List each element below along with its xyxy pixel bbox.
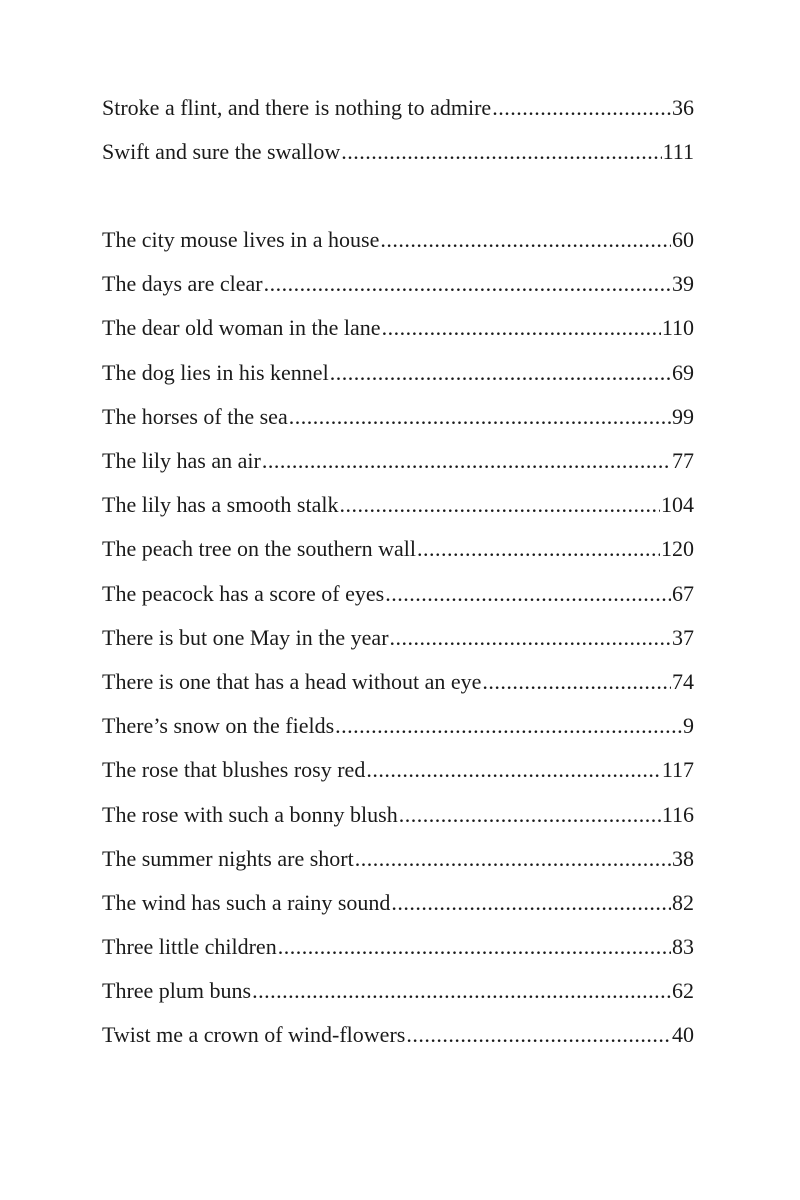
entry-title: There’s snow on the fields: [102, 713, 335, 739]
entry-page-number: 37: [672, 624, 694, 650]
dot-leader: [278, 936, 671, 958]
index-entry: [102, 572, 694, 616]
entry-page-number: 74: [672, 668, 694, 694]
entry-title: The dear old woman in the lane: [102, 315, 381, 341]
dot-leader: [289, 406, 671, 428]
dot-leader: [417, 538, 660, 560]
index-entry: [102, 262, 694, 306]
dot-leader: [341, 141, 661, 163]
entry-page-number: 82: [672, 889, 694, 915]
entry-page-number: 104: [661, 492, 694, 518]
entry-title: The lily has a smooth stalk: [102, 492, 339, 518]
index-entry: [102, 86, 694, 130]
index-entry: [102, 660, 694, 704]
dot-leader: [391, 892, 671, 914]
index-entry: [102, 704, 694, 748]
entry-title: There is but one May in the year: [102, 624, 389, 650]
index-entry: [102, 925, 694, 969]
entry-title: There is one that has a head without an eye: [102, 668, 482, 694]
index-group-s: [102, 86, 694, 174]
entry-page-number: 67: [672, 580, 694, 606]
index-entry: [102, 130, 694, 174]
dot-leader: [390, 627, 671, 649]
entry-title: Twist me a crown of wind-flowers: [102, 1022, 406, 1048]
dot-leader: [482, 671, 671, 693]
dot-leader: [366, 759, 660, 781]
entry-title: The lily has an air: [102, 448, 261, 474]
entry-title: Stroke a flint, and there is nothing to admire: [102, 95, 492, 121]
index-entry: [102, 881, 694, 925]
entry-title: Three little children: [102, 934, 277, 960]
entry-page-number: 111: [662, 139, 694, 165]
dot-leader: [385, 583, 671, 605]
entry-page-number: 110: [661, 315, 694, 341]
dot-leader: [406, 1024, 671, 1046]
dot-leader: [355, 848, 671, 870]
dot-leader: [262, 450, 671, 472]
entry-page-number: 38: [672, 845, 694, 871]
entry-title: The rose that blushes rosy red: [102, 757, 366, 783]
index-entry: [102, 306, 694, 350]
index-entry: [102, 483, 694, 527]
entry-page-number: 116: [661, 801, 694, 827]
dot-leader: [330, 362, 671, 384]
entry-title: Three plum buns: [102, 978, 252, 1004]
index-entry: [102, 439, 694, 483]
index-entry: [102, 616, 694, 660]
entry-page-number: 9: [683, 713, 694, 739]
index-entry: [102, 395, 694, 439]
entry-page-number: 83: [672, 934, 694, 960]
entry-title: The horses of the sea: [102, 403, 288, 429]
entry-title: The city mouse lives in a house: [102, 227, 380, 253]
entry-page-number: 120: [661, 536, 694, 562]
index-entry: [102, 837, 694, 881]
entry-title: The days are clear: [102, 271, 263, 297]
dot-leader: [380, 229, 671, 251]
entry-page-number: 99: [672, 403, 694, 429]
dot-leader: [382, 317, 661, 339]
entry-page-number: 40: [672, 1022, 694, 1048]
entry-page-number: 60: [672, 227, 694, 253]
index-entry: [102, 969, 694, 1013]
index-entry: [102, 1013, 694, 1057]
entry-title: The wind has such a rainy sound: [102, 889, 391, 915]
dot-leader: [399, 804, 661, 826]
index-entry: [102, 792, 694, 836]
dot-leader: [339, 494, 660, 516]
entry-page-number: 36: [672, 95, 694, 121]
dot-leader: [252, 980, 671, 1002]
entry-title: The summer nights are short: [102, 845, 354, 871]
index-group-t: [102, 218, 694, 1058]
entry-title: Swift and sure the swallow: [102, 139, 341, 165]
index-entry: [102, 527, 694, 571]
dot-leader: [264, 273, 671, 295]
index-entry: [102, 218, 694, 262]
entry-page-number: 39: [672, 271, 694, 297]
entry-title: The peach tree on the southern wall: [102, 536, 416, 562]
entry-title: The dog lies in his kennel: [102, 359, 329, 385]
entry-page-number: 77: [672, 448, 694, 474]
entry-title: The peacock has a score of eyes: [102, 580, 385, 606]
dot-leader: [335, 715, 682, 737]
entry-page-number: 69: [672, 359, 694, 385]
entry-page-number: 117: [661, 757, 694, 783]
entry-title: The rose with such a bonny blush: [102, 801, 398, 827]
dot-leader: [492, 97, 671, 119]
entry-page-number: 62: [672, 978, 694, 1004]
index-entry: [102, 351, 694, 395]
index-entry: [102, 748, 694, 792]
